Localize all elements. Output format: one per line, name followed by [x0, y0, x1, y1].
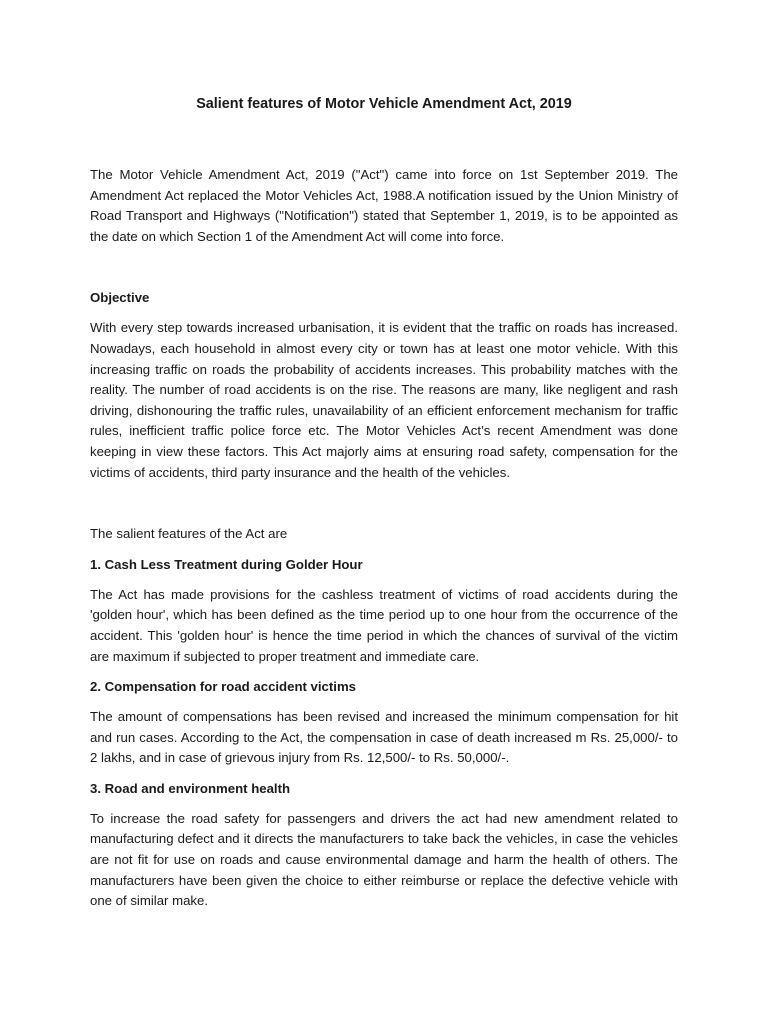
objective-heading: Objective — [90, 290, 150, 306]
section-1-paragraph: The Act has made provisions for the cashless treatment of victims of road accidents during the 'golden hour', which has been defined as the time period up to one hour from the occurrence of the accident. This 'golden hour' is hence the time period in which the chances of survival of the victim are maximum if subjected to proper treatment and immediate care. — [90, 586, 678, 664]
document-title: Salient features of Motor Vehicle Amendment Act, 2019 — [196, 96, 572, 112]
features-lead-in: The salient features of the Act are — [90, 526, 288, 542]
objective-paragraph: With every step towards increased urbanisation, it is evident that the traffic on roads has increased. Nowadays, each household in almost every city or town has at least one motor vehicle. With this increasing traffic on roads the probability of accidents increases. This probability matches with the reality. The number of road accidents is on the rise. The reasons are many, like negligent and rash driving, dishonouring the traffic rules, unavailability of an efficient enforcement mechanism for traffic rules, inefficient traffic police force etc. The Motor Vehicles Act’s recent Amendment was done keeping in view these factors. This Act majorly aims at ensuring road safety, compensation for the victims of accidents, third party insurance and the health of the vehicles. — [90, 320, 678, 480]
section-3-paragraph: To increase the road safety for passengers and drivers the act had new amendment related to manufacturing defect and it directs the manufacturers to take back the vehicles, in case the vehicles are not fit for use on roads and cause environmental damage and harm the health of others. The manufacturers have been given the choice to either reimburse or replace the defective vehicle with one of similar make. — [90, 810, 678, 909]
section-2-paragraph: The amount of compensations has been revised and increased the minimum compensation for hit and run cases. According to the Act, the compensation in case of death increased m Rs. 25,000/- to 2 lakhs, and in case of grievous injury from Rs. 12,500/- to Rs. 50,000/-. — [90, 709, 678, 766]
section-1-heading: 1. Cash Less Treatment during Golder Hour — [90, 556, 363, 572]
section-3-heading: 3. Road and environment health — [90, 780, 291, 796]
intro-paragraph: The Motor Vehicle Amendment Act, 2019 ("Act") came into force on 1st September 2019. The Amendment Act replaced the Motor Vehicles Act, 1988.A notification issued by the Union Ministry of Road Transport and Highways ("Notification") stated that September 1, 2019, is to be appointed as the date on which Section 1 of the Amendment Act will come into force. — [90, 167, 678, 244]
document-body — [90, 94, 678, 922]
section-2-heading: 2. Compensation for road accident victims — [90, 679, 357, 695]
